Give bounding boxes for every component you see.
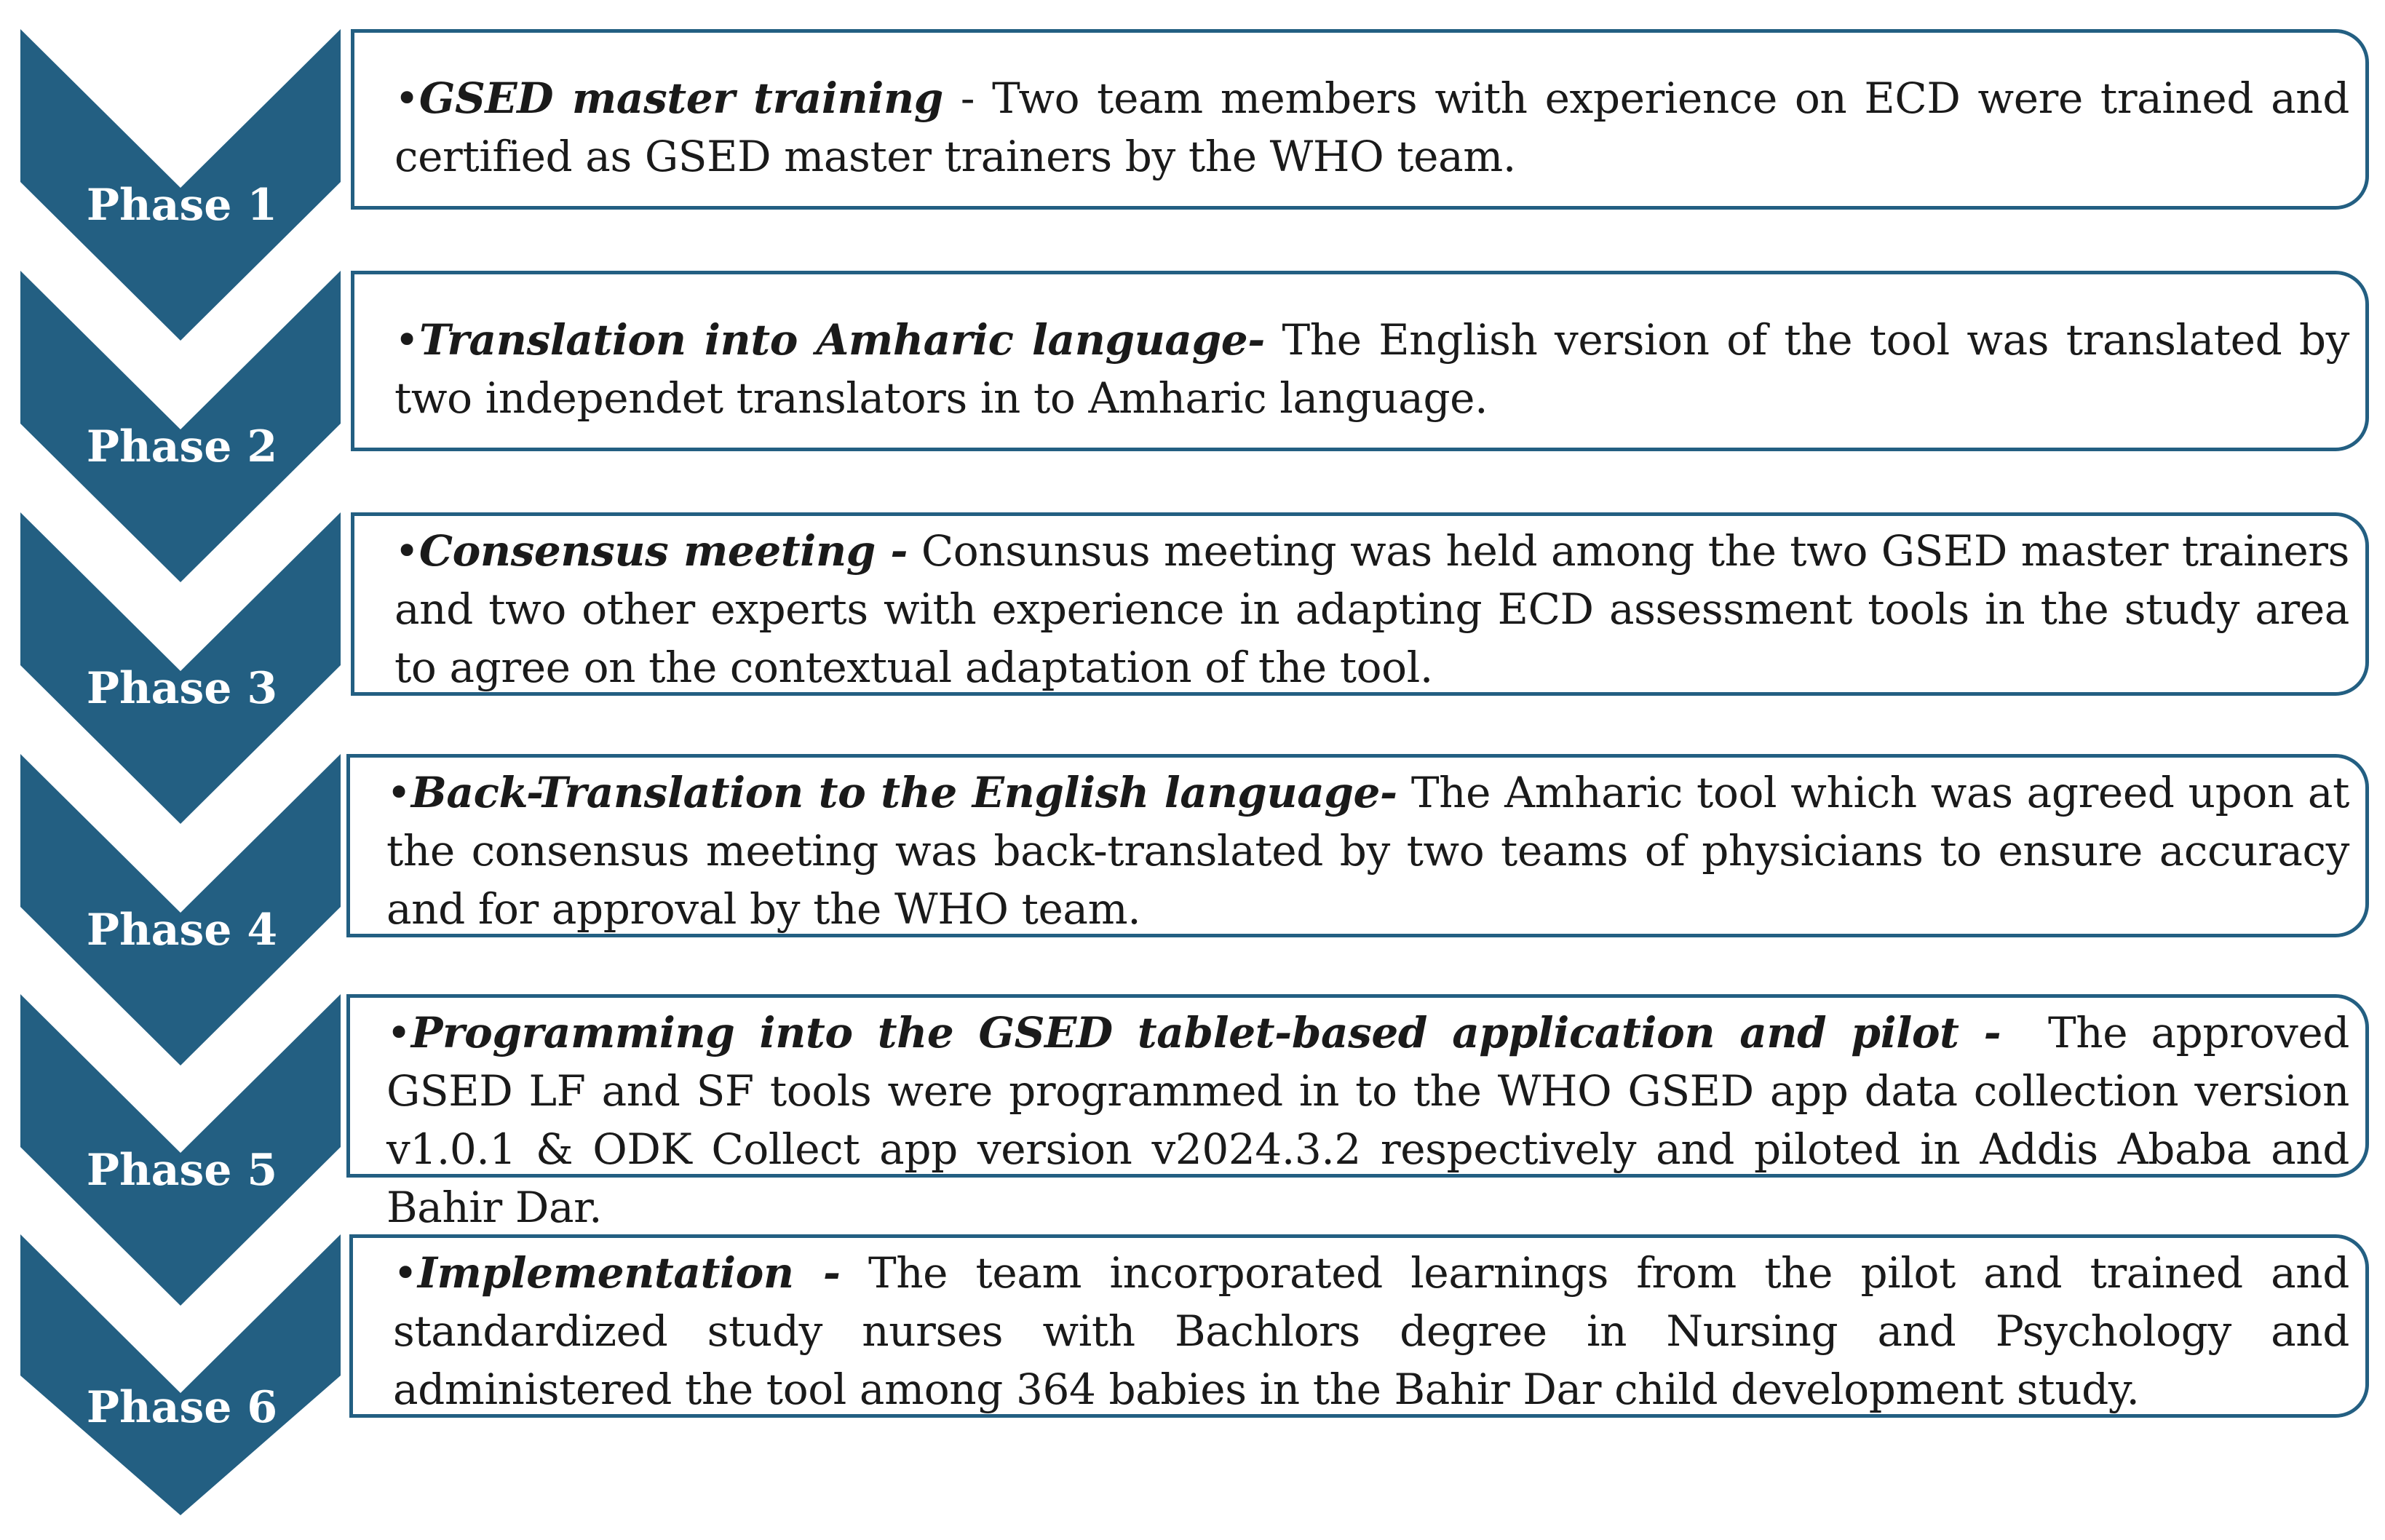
phase-5-description: •Programming into the GSED tablet-based application and pilot - The approved GSED LF and SF tools were programmed in to the WHO GSED app data collection version v1.0.1 & ODK Collect app version v2024.3.2 respectively and piloted in Addis Ababa and Bahir Dar. [386, 1008, 2349, 1232]
phase-2-box [351, 271, 2369, 451]
phase-6-title: Implementation - [417, 1248, 841, 1298]
phase-5-title: Programming into the GSED tablet-based application and pilot - [410, 1008, 2001, 1057]
phase-5-text: The approved GSED LF and SF tools were programmed in to the WHO GSED app data collection version v1.0.1 & ODK Collect app version v2024.3.2 respectively and piloted in Addis Ababa and Bahir Dar. [386, 1008, 2349, 1232]
phase-2-description: •Translation into Amharic language- The English version of the tool was translated by two independet translators in to Amharic language. [394, 315, 2349, 423]
phase-1-label: Phase 1 [86, 180, 278, 231]
phase-1-title: GSED master training [418, 74, 943, 123]
phase-6-text: The team incorporated learnings from the pilot and trained and standardized study nurses with Bachlors degree in Nursing and Psychology and administered the tool among 364 babies in the Bahir Dar child development study. [393, 1248, 2349, 1414]
phase-3-label: Phase 3 [86, 663, 278, 714]
phase-4-title: Back-Translation to the English language- [410, 768, 1397, 817]
phase-6-box [349, 1234, 2369, 1418]
phase-3-title: Consensus meeting - [418, 526, 908, 576]
phase-3-text: Consunsus meeting was held among the two GSED master trainers and two other experts with experience in adapting ECD assessment tools in the study area to agree on the contextual adaptation of the tool. [394, 526, 2349, 692]
phase-4-label: Phase 4 [86, 905, 278, 956]
phase-5-label: Phase 5 [86, 1145, 278, 1196]
phase-6-description: •Implementation - The team incorporated learnings from the pilot and trained and standardized study nurses with Bachlors degree in Nursing and Psychology and administered the tool among 364 babies in the Bahir Dar child development study. [393, 1248, 2349, 1414]
phase-2-label: Phase 2 [86, 421, 278, 472]
phase-4-description: •Back-Translation to the English language- The Amharic tool which was agreed upon at the consensus meeting was back-translated by two teams of physicians to ensure accuracy and for approval by the WHO team. [386, 768, 2349, 934]
phase-6-label: Phase 6 [86, 1382, 278, 1433]
phase-4-text: The Amharic tool which was agreed upon at the consensus meeting was back-translated by two teams of physicians to ensure accuracy and for approval by the WHO team. [386, 768, 2349, 934]
phase-3-description: •Consensus meeting - Consunsus meeting was held among the two GSED master trainers and two other experts with experience in adapting ECD assessment tools in the study area to agree on the contextual adaptation of the tool. [394, 526, 2349, 692]
phase-3-box [351, 512, 2369, 696]
phase-2-text: The English version of the tool was translated by two independet translators in to Amharic language. [394, 315, 2349, 423]
phase-4-box [346, 754, 2369, 937]
phase-1-box [351, 29, 2369, 210]
phase-1-text: Two team members with experience on ECD were trained and certified as GSED master trainers by the WHO team. [394, 74, 2349, 181]
phase-6-chevron [0, 1234, 357, 1540]
phase-1-description: •GSED master training - Two team members with experience on ECD were trained and certified as GSED master trainers by the WHO team. [394, 74, 2349, 181]
phase-5-box [346, 994, 2369, 1232]
phase-2-title: Translation into Amharic language- [418, 315, 1265, 365]
